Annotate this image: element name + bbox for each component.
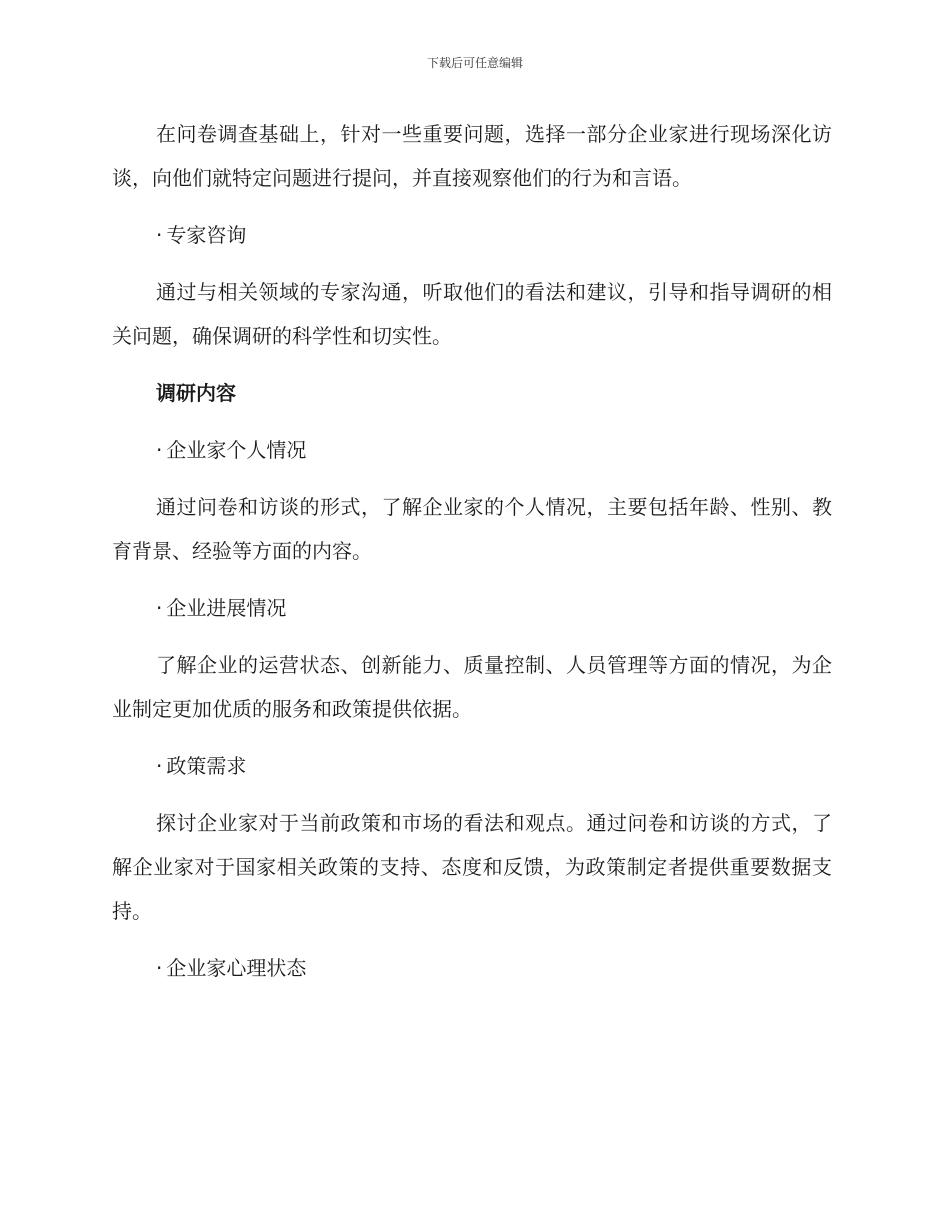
paragraph-progress: 了解企业的运营状态、创新能力、质量控制、人员管理等方面的情况，为企业制定更加优质的服务和政策提供依据。 xyxy=(112,653,832,721)
paragraph-expert: 通过与相关领域的专家沟通，听取他们的看法和建议，引导和指导调研的相关问题，确保调研的科学性和切实性。 xyxy=(112,280,832,348)
bullet-label: 企业家心理状态 xyxy=(166,956,307,980)
paragraph-personal: 通过问卷和访谈的形式，了解企业家的个人情况，主要包括年龄、性别、教育背景、经验等方面的内容。 xyxy=(112,495,832,563)
bullet-dot: · xyxy=(156,223,163,247)
bullet-label: 企业家个人情况 xyxy=(166,438,307,462)
section-heading-research-content: 调研内容 xyxy=(156,381,236,405)
bullet-label: 政策需求 xyxy=(166,754,247,778)
bullet-dot: · xyxy=(156,596,163,620)
paragraph-interview: 在问卷调查基础上，针对一些重要问题，选择一部分企业家进行现场深化访谈，向他们就特定问题进行提问，并直接观察他们的行为和言语。 xyxy=(112,122,832,190)
bullet-entrepreneur-personal xyxy=(112,428,832,472)
paragraph-policy: 探讨企业家对于当前政策和市场的看法和观点。通过问卷和访谈的方式，了解企业家对于国家相关政策的支持、态度和反馈，为政策制定者提供重要数据支持。 xyxy=(112,811,832,923)
page-header-note: 下载后可任意编辑 xyxy=(426,56,523,70)
bullet-policy-needs xyxy=(112,744,832,788)
bullet-label: 企业进展情况 xyxy=(166,596,287,620)
bullet-psychological-state xyxy=(112,946,832,990)
bullet-enterprise-progress xyxy=(112,586,832,630)
bullet-expert-consult xyxy=(112,213,832,257)
bullet-dot: · xyxy=(156,438,163,462)
bullet-dot: · xyxy=(156,956,163,980)
bullet-dot: · xyxy=(156,754,163,778)
bullet-label: 专家咨询 xyxy=(166,223,247,247)
document-body xyxy=(112,112,832,1003)
